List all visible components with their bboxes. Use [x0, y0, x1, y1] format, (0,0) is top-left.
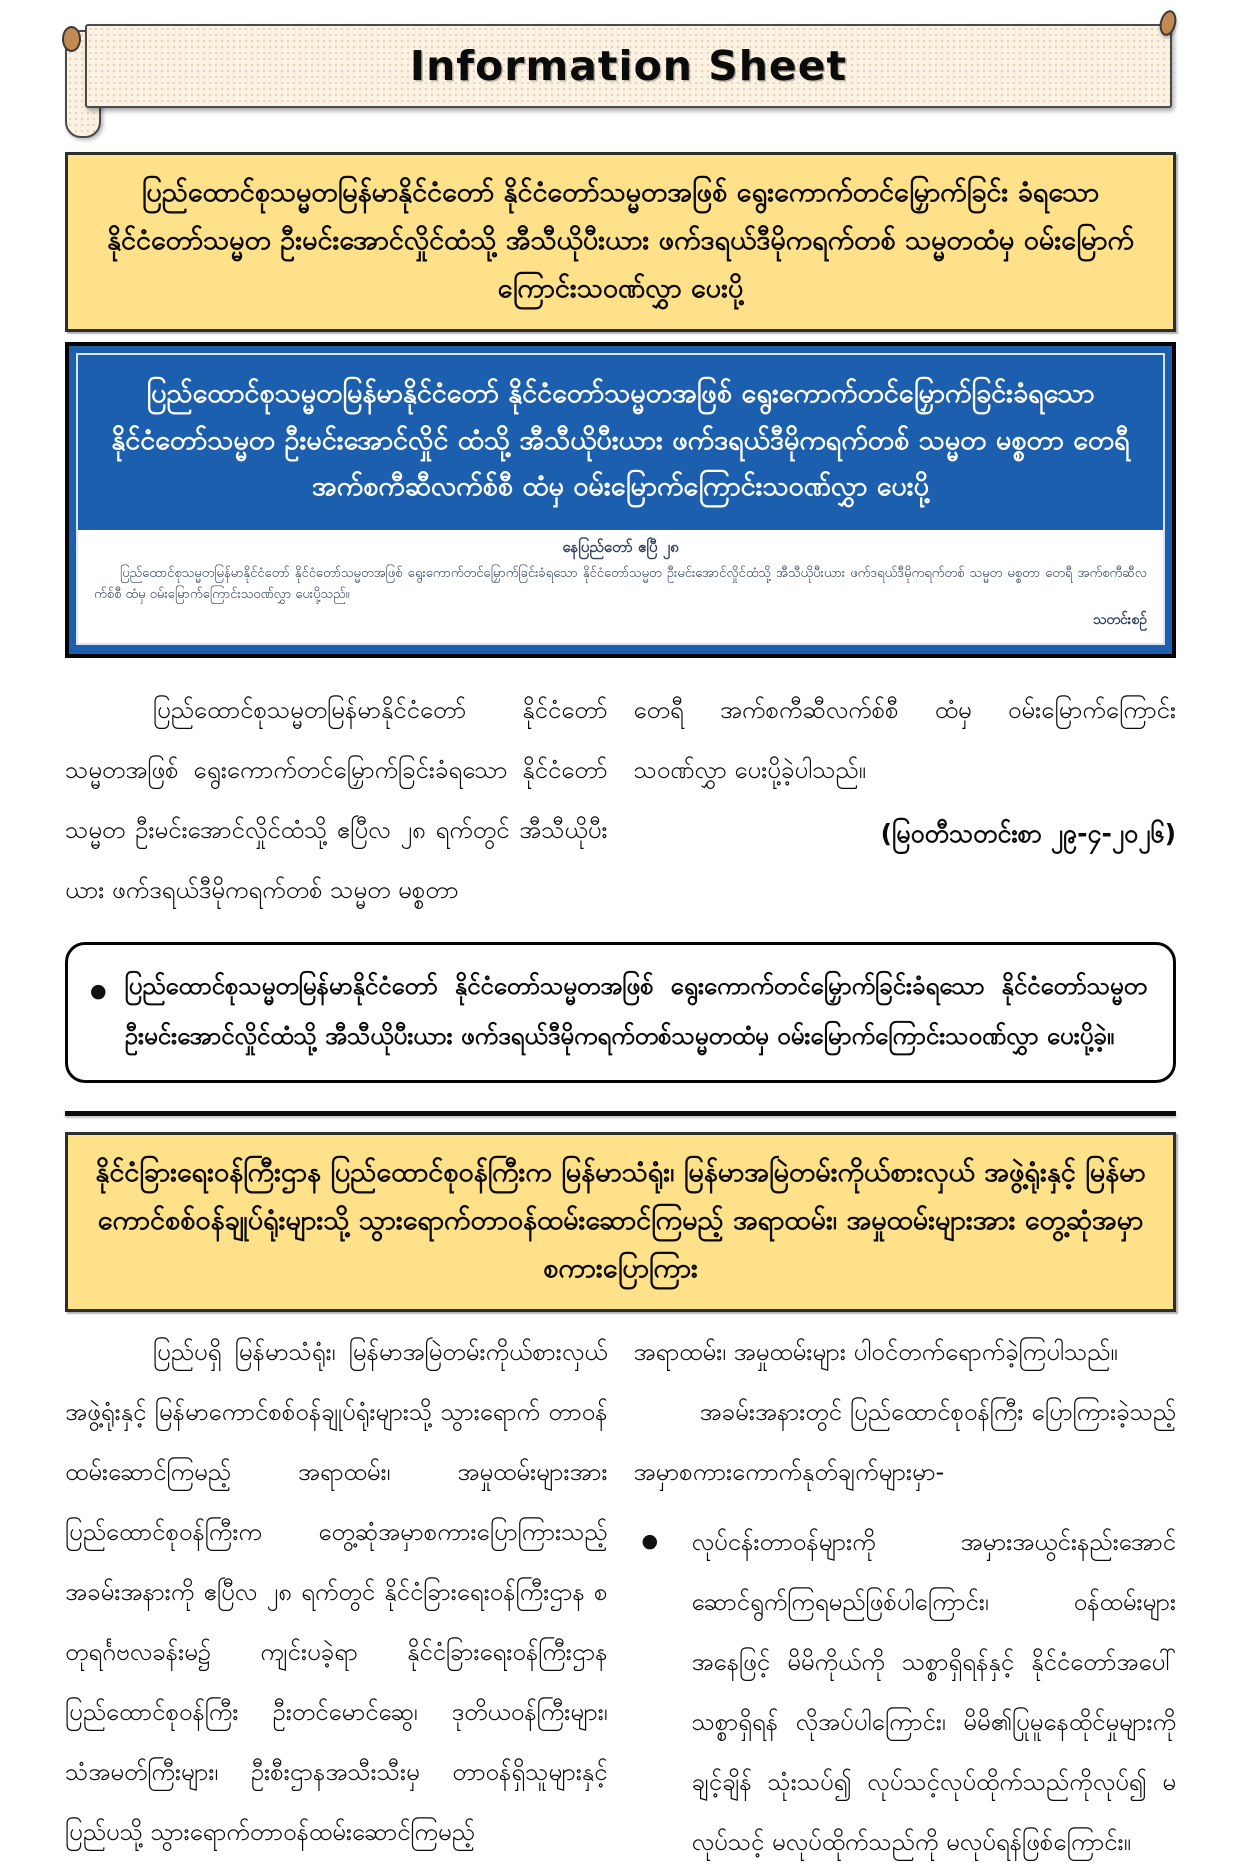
article2-bullet-text: လုပ်ငန်းတာဝန်များကို အမှားအယွင်းနည်းအောင် ဆောင်ရွက်ကြရမည်ဖြစ်ပါကြောင်း၊ ဝန်ထမ်းများအနေဖြင့် မိမိကိုယ်ကို သစ္စာရှိရန်နှင့် နိုင်ငံတော်အပေါ်သစ္စာရှိရန် လိုအပ်ပါကြောင်း၊ မိမိ၏ပြုမူနေထိုင်မှုများကို ချင့်ချိန် သုံးသပ်၍ လုပ်သင့်လုပ်ထိုက်သည်ကိုလုပ်၍ မလုပ်သင့် မလုပ်ထိုက်သည်ကို မလုပ်ရန်ဖြစ်ကြောင်း။ — [691, 1527, 1176, 1856]
news-screenshot — [65, 342, 1176, 658]
article1-headline-box — [65, 152, 1176, 332]
news-screenshot-headline: ပြည်ထောင်စုသမ္မတမြန်မာနိုင်ငံတော် နိုင်ငံတော်သမ္မတအဖြစ် ရွေးကောက်တင်မြှောက်ခြင်းခံရသော နိုင်ငံတော်သမ္မတ ဦးမင်းအောင်လှိုင် ထံသို့ အီသီယိုပီးယား ဖက်ဒရယ်ဒီမိုကရက်တစ် သမ္မတ မစ္စတာ တေရီ အက်စကီဆီလက်စ်စီ ထံမှ ဝမ်းမြောက်ကြောင်းသဝဏ်လွှာ ပေးပို့ — [78, 355, 1163, 530]
article1-body-right: တေရီ အက်စကီဆီလက်စ်စီ ထံမှ ဝမ်းမြောက်ကြောင်း သဝဏ်လွှာ ပေးပို့ခဲ့ပါသည်။ — [633, 696, 1176, 785]
article1-right-column — [634, 680, 1177, 920]
article1-body-left: ပြည်ထောင်စုသမ္မတမြန်မာနိုင်ငံတော် နိုင်ငံတော်သမ္မတအဖြစ် ရွေးကောက်တင်မြှောက်ခြင်းခံရသော နိုင်ငံတော်သမ္မတ ဦးမင်းအောင်လှိုင်ထံသို့ ဧပြီလ ၂၈ ရက်တွင် အီသီယိုပီးယား ဖက်ဒရယ်ဒီမိုကရက်တစ် သမ္မတ မစ္စတာ — [65, 696, 608, 905]
bullet-icon: ● — [641, 1529, 659, 1552]
news-credit: သတင်းစဉ် — [1092, 612, 1147, 629]
article1-headline: ပြည်ထောင်စုသမ္မတမြန်မာနိုင်ငံတော် နိုင်ငံတော်သမ္မတအဖြစ် ရွေးကောက်တင်မြှောက်ခြင်း ခံရသော နိုင်ငံတော်သမ္မတ ဦးမင်းအောင်လှိုင်ထံသို့ အီသီယိုပီးယား ဖက်ဒရယ်ဒီမိုကရက်တစ် သမ္မတထံမှ ဝမ်းမြောက်ကြောင်းသဝဏ်လွှာ ပေးပို့ — [107, 177, 1134, 305]
article2-right-para2: အခမ်းအနားတွင် ပြည်ထောင်စုဝန်ကြီး ပြောကြားခဲ့သည့် အမှာစကားကောက်နုတ်ချက်များမှာ- — [633, 1397, 1176, 1486]
news-body-text: ပြည်ထောင်စုသမ္မတမြန်မာနိုင်ငံတော် နိုင်ငံတော်သမ္မတအဖြစ် ရွေးကောက်တင်မြှောက်ခြင်းခံရသော နိုင်ငံတော်သမ္မတ ဦးမင်းအောင်လှိုင်ထံသို့ အီသီယိုပီးယား ဖက်ဒရယ်ဒီမိုကရက်တစ် သမ္မတ မစ္စတာ တေရီ အက်စကီဆီလက်စ်စီ ထံမှ ဝမ်းမြောက်ကြောင်းသဝဏ်လွှာ ပေးပို့သည်။ — [94, 566, 1147, 603]
article1-left-column — [65, 680, 608, 920]
article2-headline: နိုင်ငံခြားရေးဝန်ကြီးဌာန ပြည်ထောင်စုဝန်ကြီးက မြန်မာသံရုံး၊ မြန်မာအမြဲတမ်းကိုယ်စားလှယ် အဖွဲ့ရုံးနှင့် မြန်မာကောင်စစ်ဝန်ချုပ်ရုံးများသို့ သွားရောက်တာဝန်ထမ်းဆောင်ကြမည့် အရာထမ်း၊ အမှုထမ်းများအား တွေ့ဆုံအမှာစကားပြောကြား — [95, 1156, 1146, 1284]
article1-columns — [65, 680, 1176, 920]
scroll-banner — [65, 14, 1176, 126]
page-title: Information Sheet — [409, 42, 848, 90]
article2-right-para1: အရာထမ်း၊ အမှုထမ်းများ ပါဝင်တက်ရောက်ခဲ့ကြပါသည်။ — [633, 1337, 1118, 1366]
news-dateline: နေပြည်တော် ဧပြီ ၂၈ — [562, 538, 679, 557]
bullet-icon: ● — [90, 980, 107, 1003]
article1-source: (မြဝတီသတင်းစာ ၂၉-၄-၂၀၂၆) — [880, 819, 1176, 849]
article2-right-column — [634, 1322, 1177, 1872]
news-screenshot-frame — [76, 353, 1165, 645]
article2-left-column — [65, 1322, 608, 1872]
article2-headline-box — [65, 1132, 1176, 1312]
article2-body-left: ပြည်ပရှိ မြန်မာသံရုံး၊ မြန်မာအမြဲတမ်းကိုယ်စားလှယ် အဖွဲ့ရုံးနှင့် မြန်မာကောင်စစ်ဝန်ချုပ်ရုံးများသို့ သွားရောက် တာဝန်ထမ်းဆောင်ကြမည့် အရာထမ်း၊ အမှုထမ်းများအား ပြည်ထောင်စုဝန်ကြီးက တွေ့ဆုံအမှာစကားပြောကြားသည့် အခမ်းအနားကို ဧပြီလ ၂၈ ရက်တွင် နိုင်ငံခြားရေးဝန်ကြီးဌာန စတုရင်္ဂဗလခန်းမ၌ ကျင်းပခဲ့ရာ နိုင်ငံခြားရေးဝန်ကြီးဌာန ပြည်ထောင်စုဝန်ကြီး ဦးတင်မောင်ဆွေ၊ ဒုတိယဝန်ကြီးများ၊ သံအမတ်ကြီးများ၊ ဦးစီးဌာနအသီးသီးမှ တာဝန်ရှိသူများနှင့် ပြည်ပသို့ သွားရောက်တာဝန်ထမ်းဆောင်ကြမည့် — [65, 1337, 608, 1846]
banner-band — [85, 24, 1172, 108]
scroll-curl-icon — [1157, 8, 1179, 37]
article1-summary-text: ပြည်ထောင်စုသမ္မတမြန်မာနိုင်ငံတော် နိုင်ငံတော်သမ္မတအဖြစ် ရွေးကောက်တင်မြှောက်ခြင်းခံရသော နိုင်ငံတော်သမ္မတ ဦးမင်းအောင်လှိုင်ထံသို့ အီသီယိုပီးယား ဖက်ဒရယ်ဒီမိုကရက်တစ်သမ္မတထံမှ ဝမ်းမြောက်ကြောင်းသဝဏ်လွှာ ပေးပို့ခဲ့။ — [124, 972, 1147, 1051]
article1-summary-box — [65, 942, 1176, 1083]
article2-columns — [65, 1322, 1176, 1872]
article2-bullet-item — [634, 1512, 1177, 1872]
section-divider — [65, 1111, 1176, 1116]
news-screenshot-body — [78, 530, 1163, 643]
